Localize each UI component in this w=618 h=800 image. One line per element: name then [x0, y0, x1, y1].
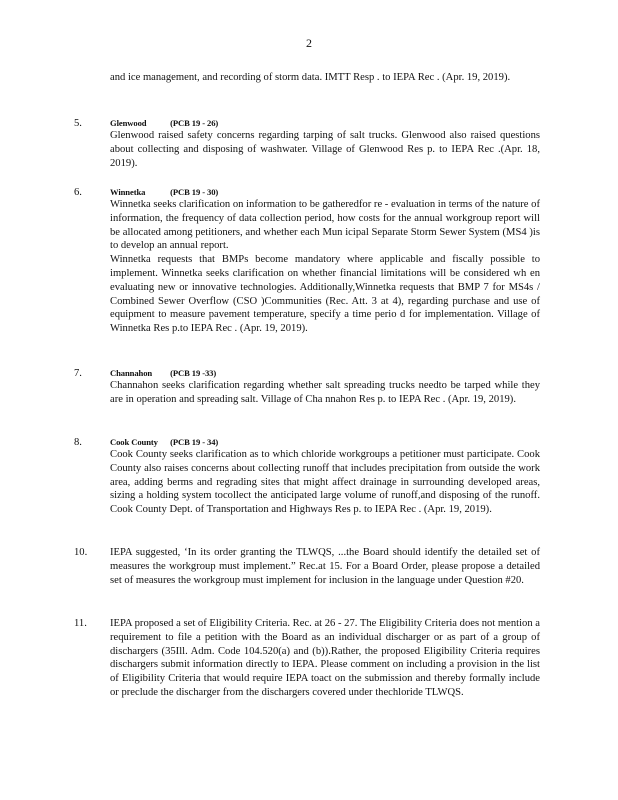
item-body [110, 436, 540, 517]
item-paragraph: IEPA proposed a set of Eligibility Criteria. Rec. at 26 - 27. The Eligibility Criteria does not mention a requirement to file a petition with the Board as an individual discharger or as part of a group of dischargers (35Ill. Adm. Code 104.520(a) and (b)).Rather, the proposed Eligibility Criteria requires dischargers submit information directly to IEPA. Please comment on including a provision in the list of Eligibility Criteria that would require IEPA toact on the submission and thereby formally include or preclude the discharger from the dischargers covered under thechloride TLWQS. [110, 618, 540, 698]
item-heading [110, 117, 540, 129]
item-paragraph: Winnetka seeks clarification on information to be gatheredfor re - evaluation in terms of the nature of information, the frequency of data collection period, how costs for the annual workgroup report will be allocated among petitioners, and whether each Mun icipal Separate Storm Sewer System (MS4 )is to develop an annual report. [110, 199, 540, 252]
item-paragraph: Winnetka requests that BMPs become mandatory where applicable and fiscally possible to implement. Winnetka seeks clarification on whether financial limitations will be considered wh en evaluating new or innovative technologies. Additionally,Winnetka requests that BMP 7 for MS4s / Combined Sewer Overflow (CSO )Communities (Rec. Att. 3 at 4), regarding purchase and use of equipment to measure pavement temperature, specify a time perio d for implementation. Village of Winnetka Res p.to IEPA Rec . (Apr. 19, 2019). [110, 254, 540, 335]
lead-paragraph: and ice management, and recording of storm data. IMTT Resp . to IEPA Rec . (Apr. 19, 2019). [110, 72, 511, 83]
item-heading [110, 367, 540, 379]
item-heading [110, 436, 540, 448]
heading-pcb-number: (PCB 19 - 26) [170, 118, 219, 128]
page-number: 2 [306, 36, 312, 50]
heading-petitioner: Glenwood [110, 118, 147, 128]
item-number: 11. [74, 618, 87, 629]
item-body [110, 617, 540, 700]
item-heading [110, 186, 540, 198]
item-number: 5. [74, 118, 82, 129]
item-paragraph: Channahon seeks clarification regarding whether salt spreading trucks needto be tarped while they are in operation and spreading salt. Village of Cha nnahon Res p. to IEPA Rec . (Apr. 19, 2019). [110, 380, 540, 405]
item-paragraph: IEPA suggested, ‘In its order granting the TLWQS, ...the Board should identify the detailed set of measures the workgroup must implement.” Rec.at 15. For a Board Order, please propose a detailed set of measures the workgroup must implement for inclusion in the language under Question #20. [110, 547, 540, 586]
item-paragraph: Glenwood raised safety concerns regarding tarping of salt trucks. Glenwood also raised questions about collecting and disposing of washwater. Village of Glenwood Res p. to IEPA Rec .(Apr. 18, 2019). [110, 130, 540, 169]
item-body [110, 117, 540, 170]
heading-petitioner: Winnetka [110, 187, 146, 197]
item-number: 7. [74, 368, 82, 379]
heading-petitioner: Channahon [110, 368, 153, 378]
item-paragraph: Cook County seeks clarification as to which chloride workgroups a petitioner must participate. Cook County also raises concerns about collecting runoff that includes precipitation from outside the work area, adding berms and regrading sites that might affect drainage in surrounding developed areas, sizing a holding system tocollect the anticipated large volume of runoff,and disposing of the runoff. Cook County Dept. of Transportation and Highways Res p. to IEPA Rec . (Apr. 19, 2019). [110, 449, 540, 516]
item-body [110, 186, 540, 336]
item-number: 8. [74, 437, 82, 448]
item-number: 6. [74, 187, 82, 198]
item-body [110, 367, 540, 407]
item-body [110, 546, 540, 587]
heading-petitioner: Cook County [110, 437, 158, 447]
heading-pcb-number: (PCB 19 - 30) [170, 187, 219, 197]
heading-pcb-number: (PCB 19 -33) [170, 368, 217, 378]
heading-pcb-number: (PCB 19 - 34) [170, 437, 219, 447]
item-number: 10. [74, 547, 88, 558]
